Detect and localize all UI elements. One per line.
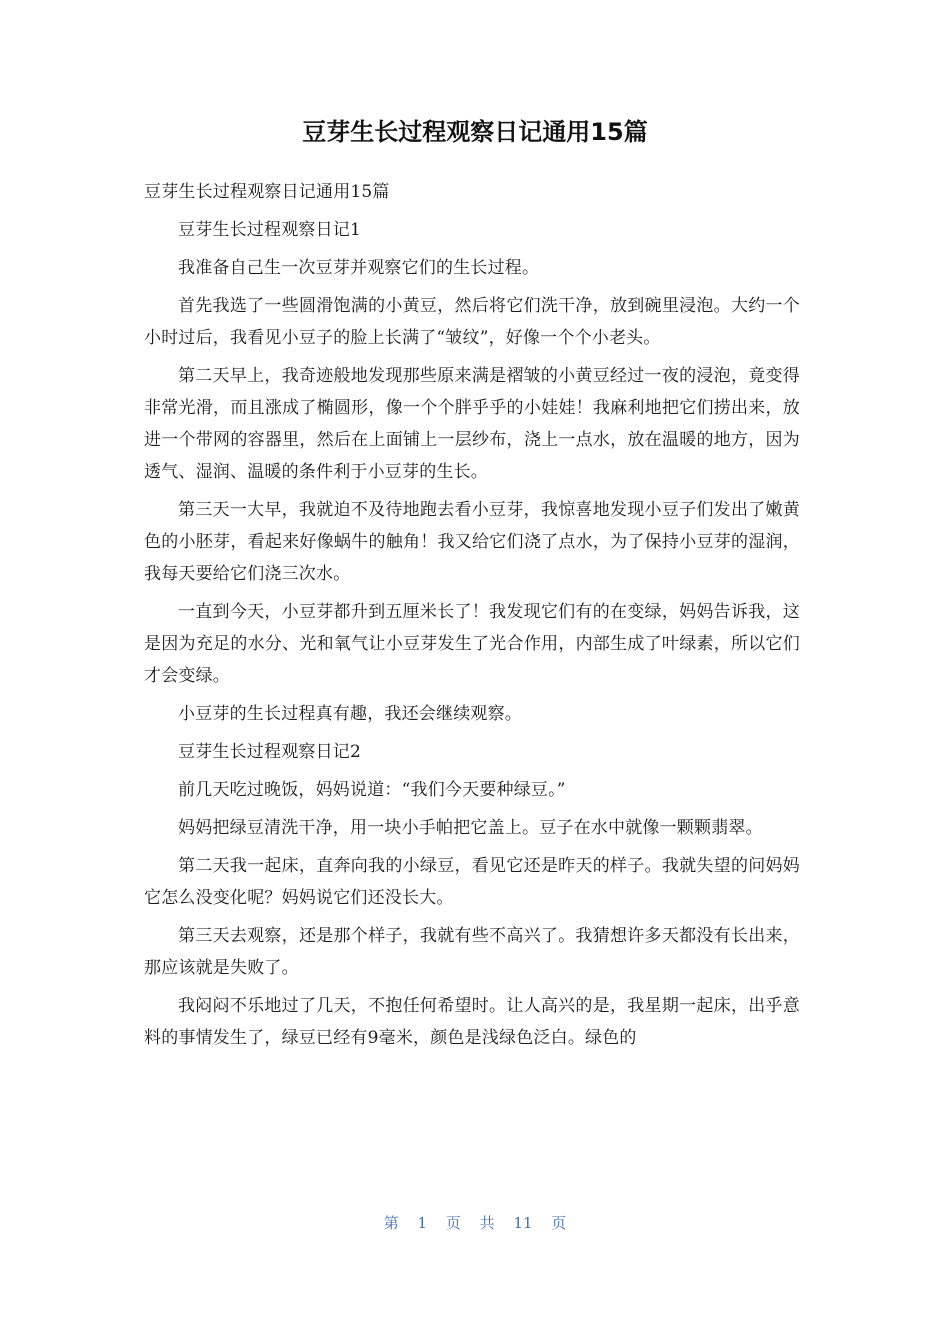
body-paragraph: 小豆芽的生长过程真有趣，我还会继续观察。 bbox=[178, 704, 522, 724]
body-paragraph: 前几天吃过晚饭，妈妈说道：“我们今天要种绿豆。” bbox=[178, 780, 566, 800]
body-paragraph: 首先我选了一些圆滑饱满的小黄豆，然后将它们洗干净，放到碗里浸泡。大约一个小时过后，我看见小豆子的脸上长满了“皱纹”，好像一个个小老头。 bbox=[144, 296, 800, 348]
diary-heading-1: 豆芽生长过程观察日记1 bbox=[178, 220, 362, 240]
body-paragraph: 我闷闷不乐地过了几天，不抱任何希望时。让人高兴的是，我星期一起床，出乎意料的事情发生了，绿豆已经有9毫米，颜色是浅绿色泛白。绿色的 bbox=[144, 996, 800, 1048]
page-unit: 页 bbox=[445, 1214, 461, 1232]
total-pages: 11 bbox=[513, 1214, 533, 1232]
page-footer bbox=[0, 1211, 950, 1235]
total-unit: 页 bbox=[551, 1214, 567, 1232]
body-paragraph: 第二天我一起床，直奔向我的小绿豆，看见它还是昨天的样子。我就失望的问妈妈它怎么没变化呢？妈妈说它们还没长大。 bbox=[144, 856, 800, 908]
document-body bbox=[144, 176, 800, 1060]
document-title: 豆芽生长过程观察日记通用15篇 bbox=[302, 118, 648, 146]
body-paragraph: 第二天早上，我奇迹般地发现那些原来满是褶皱的小黄豆经过一夜的浸泡，竟变得非常光滑，而且涨成了椭圆形，像一个个胖乎乎的小娃娃！我麻利地把它们捞出来，放进一个带网的容器里，然后在上面铺上一层纱布，浇上一点水，放在温暖的地方，因为透气、湿润、温暖的条件利于小豆芽的生长。 bbox=[144, 366, 800, 482]
body-paragraph: 一直到今天，小豆芽都升到五厘米长了！我发现它们有的在变绿，妈妈告诉我，这是因为充足的水分、光和氧气让小豆芽发生了光合作用，内部生成了叶绿素，所以它们才会变绿。 bbox=[144, 602, 800, 686]
body-paragraph: 第三天去观察，还是那个样子，我就有些不高兴了。我猜想许多天都没有长出来，那应该就是失败了。 bbox=[144, 926, 800, 978]
body-paragraph: 妈妈把绿豆清洗干净，用一块小手帕把它盖上。豆子在水中就像一颗颗翡翠。 bbox=[178, 818, 763, 838]
body-paragraph: 我准备自己生一次豆芽并观察它们的生长过程。 bbox=[178, 258, 540, 278]
body-paragraph: 第三天一大早，我就迫不及待地跑去看小豆芽，我惊喜地发现小豆子们发出了嫩黄色的小胚芽，看起来好像蜗牛的触角！我又给它们浇了点水，为了保持小豆芽的湿润，我每天要给它们浇三次水。 bbox=[144, 500, 800, 584]
page-label: 第 bbox=[383, 1214, 399, 1232]
diary-heading-2: 豆芽生长过程观察日记2 bbox=[178, 742, 362, 762]
subtitle-paragraph: 豆芽生长过程观察日记通用15篇 bbox=[144, 182, 390, 202]
page-number: 1 bbox=[417, 1214, 428, 1232]
total-label: 共 bbox=[479, 1214, 495, 1232]
